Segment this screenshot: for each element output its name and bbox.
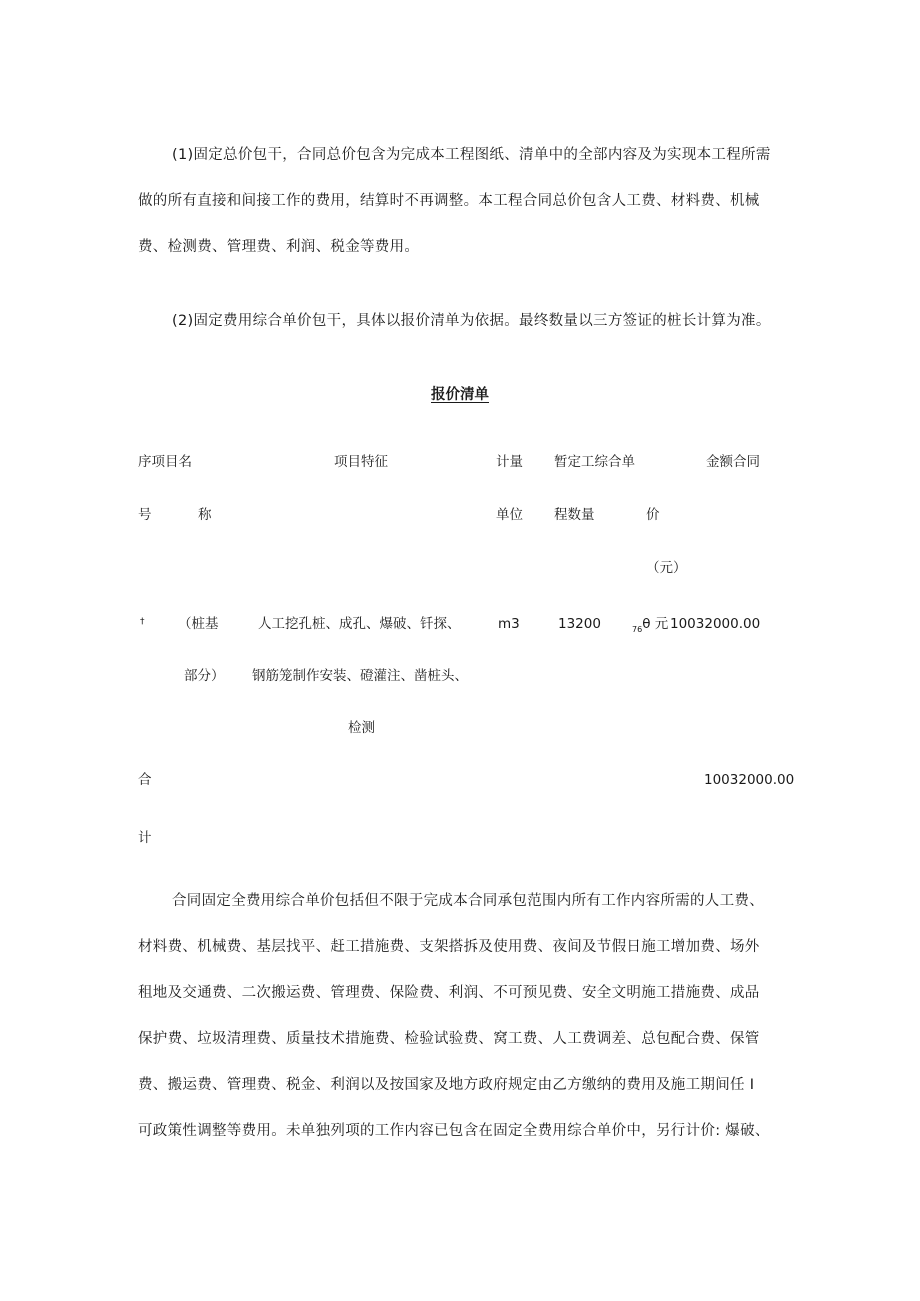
header-feature: 项目特征 xyxy=(334,454,388,470)
header-seq-name: 序项目名 xyxy=(138,454,192,470)
row-price-main: θ 元 xyxy=(642,616,669,632)
text-line: 可政策性调整等费用。未单独列项的工作内容已包含在固定全费用综合单价中，另行计价: 爆破、 xyxy=(138,1123,770,1139)
header-amount: 金额合同 xyxy=(706,454,760,470)
header-qty: 程数量 xyxy=(554,507,595,523)
row-name: （桩基 xyxy=(178,616,219,632)
header-qty-price: 暂定工综合单 xyxy=(554,454,635,470)
header-price: 价 xyxy=(646,507,660,523)
row-unit: m3 xyxy=(498,616,520,632)
header-unit-2: 单位 xyxy=(496,507,523,523)
text-line: 保护费、垃圾清理费、质量技术措施费、检验试验费、窝工费、人工费调差、总包配合费、保管 xyxy=(138,1031,760,1047)
row-feature-3: 检测 xyxy=(348,720,375,736)
row-feature-2: 钢筋笼制作安装、磴灌注、凿桩头、 xyxy=(252,668,468,684)
body-paragraph xyxy=(138,878,798,1154)
text-line: 费、搬运费、管理费、税金、利润以及按国家及地方政府规定由乙方缴纳的费用及施工期间任 I xyxy=(138,1077,755,1093)
row-amount: 10032000.00 xyxy=(670,616,761,632)
header-name: 称 xyxy=(198,507,212,523)
text-line: (1)固定总价包干，合同总价包含为完成本工程图纸、清单中的全部内容及为实现本工程所需 xyxy=(172,147,771,163)
text-line: 合同固定全费用综合单价包括但不限于完成本合同承包范围内所有工作内容所需的人工费、 xyxy=(172,893,764,909)
total-label: 合 xyxy=(138,772,152,788)
row-price-sub: 76 xyxy=(632,625,643,634)
row-name-2: 部分） xyxy=(184,668,225,684)
text-line: 做的所有直接和间接工作的费用，结算时不再调整。本工程合同总价包含人工费、材料费、机械 xyxy=(138,193,760,209)
text-line: 材料费、机械费、基层找平、赶工措施费、支架搭拆及使用费、夜间及节假日施工增加费、场外 xyxy=(138,939,760,955)
header-price-unit: （元） xyxy=(646,560,687,576)
row-qty: 13200 xyxy=(558,616,601,632)
text-line: 费、检测费、管理费、利润、税金等费用。 xyxy=(138,239,420,255)
row-feature: 人工挖孔桩、成孔、爆破、钎探、 xyxy=(258,616,461,632)
header-seq: 号 xyxy=(138,507,152,523)
header-unit: 计量 xyxy=(496,454,523,470)
row-price xyxy=(632,614,668,640)
intro-paragraph-1 xyxy=(138,132,798,270)
text-line: 租地及交通费、二次搬运费、管理费、保险费、利润、不可预见费、安全文明施工措施费、成品 xyxy=(138,985,760,1001)
text-line: (2)固定费用综合单价包干，具体以报价清单为依据。最终数量以三方签证的桩长计算为准。 xyxy=(172,313,771,329)
total-amount: 10032000.00 xyxy=(704,772,795,788)
intro-paragraph-2 xyxy=(138,298,798,344)
quote-list-title: 报价清单 xyxy=(431,387,489,403)
total-label-2: 计 xyxy=(138,830,152,846)
row-seq: † xyxy=(140,617,145,627)
